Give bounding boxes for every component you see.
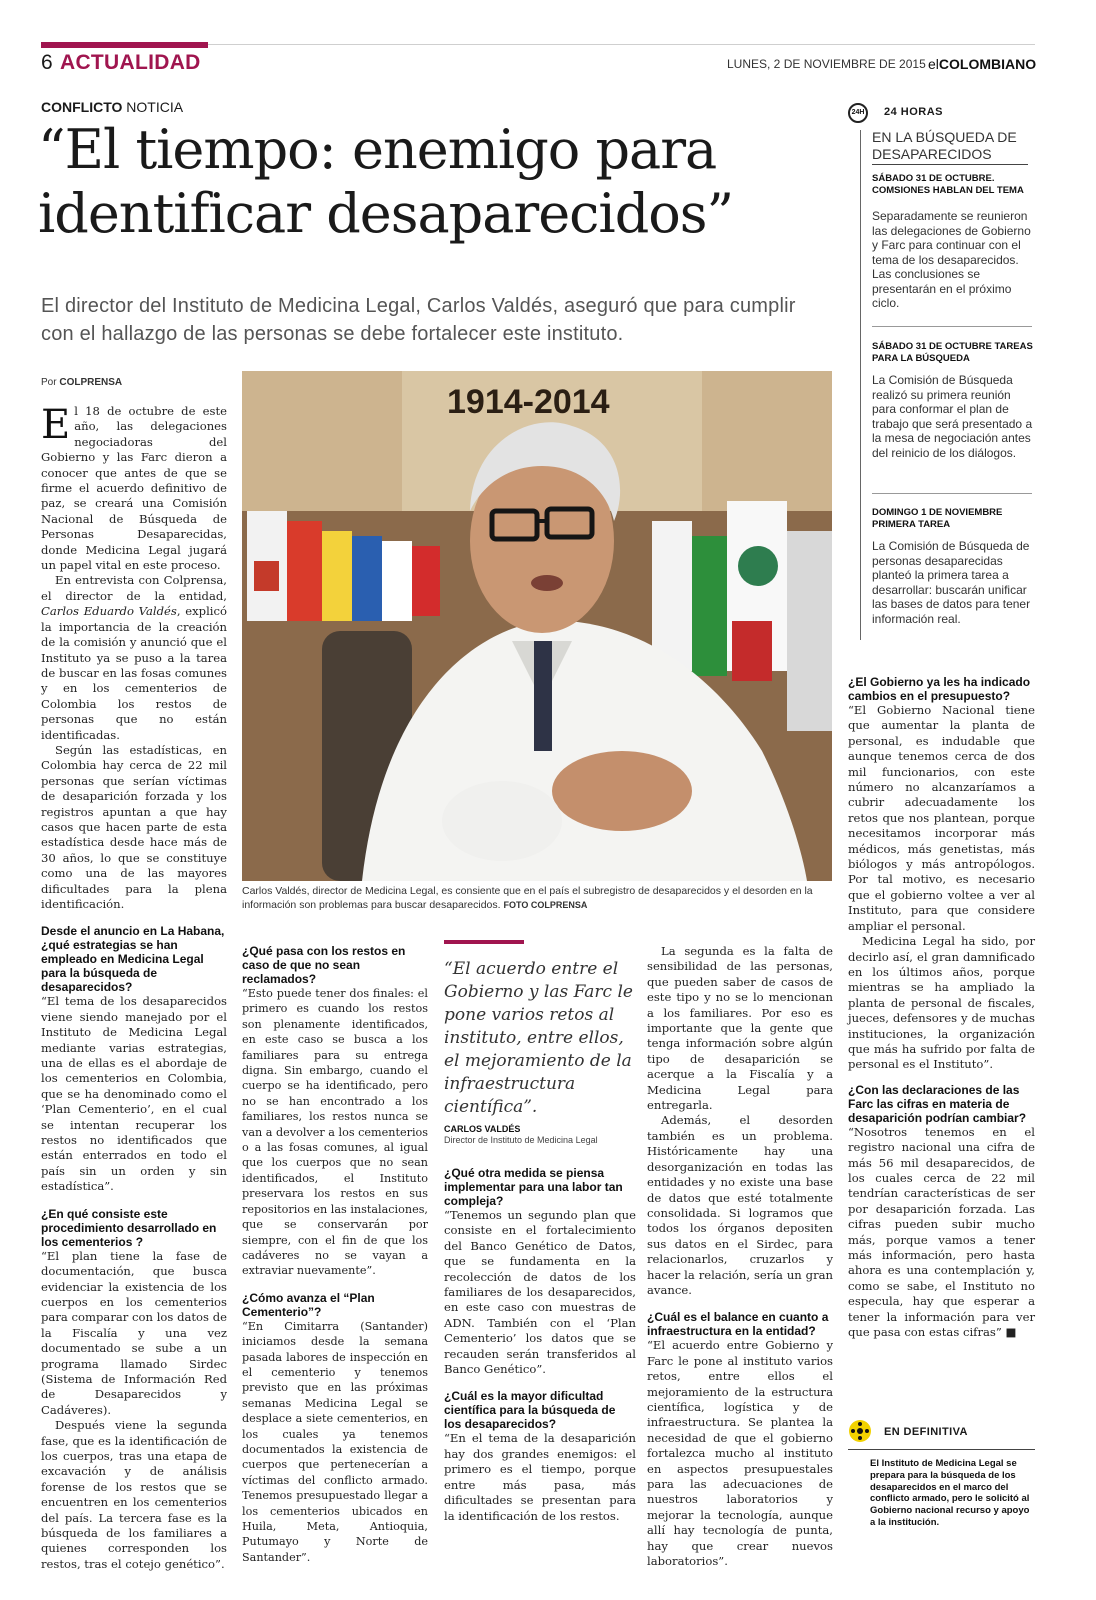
answer: “El Gobierno Nacional tiene que aumentar la planta de personal, es indudable que aunque tenemos cerca de dos mil funcionarios, con este número no alcanzaríamos a cubrir adecuadamente los retos que nos plantean, porque necesitamos incorporar más médicos, más genetistas, más biólogos y más antropólogos. Por tal motivo, es necesario que el gobierno voltee a ver al Instituto, para que considere ampliar el personal.: [848, 703, 1035, 933]
answer: “En Cimitarra (Santander) iniciamos desde la semana pasada labores de inspección en el cementerio y tenemos previsto que en las próximas semanas Medicina Legal se desplace a siete cementerios, en los cuales ya tenemos documentados la existencia de cuerpos que pertenecerían a víctimas del conflicto armado. Tenemos presupuestado llegar a los cementerios ubicados en Huila, Meta, Antioquia, Putumayo y Norte de Santander”.: [242, 1319, 428, 1564]
page-number: 6: [41, 51, 53, 74]
paragraph: Según las estadísticas, en Colombia hay cerca de 22 mil personas que serían víctimas de desaparición forzada y los registros apuntan a que hay casos que hacen parte de esta estadística desde hace más de 30 años, lo que se constituye como una de las mayores dificultades para la plena identificación.: [41, 742, 227, 911]
pullquote: “El acuerdo entre el Gobierno y las Farc le pone varios retos al instituto, entre ellos, el mejoramiento de la infraestructura científica”.: [444, 959, 633, 1117]
answer: Después viene la segunda fase, que es la identificación de los cuerpos, tras una etapa de excavación y de análisis forense de los restos que se encuentren en los cementerios del país. La tercera fase es la búsqueda de los familiares a quienes corresponden los restos, tras el cotejo genético”.: [41, 1418, 227, 1571]
timeline-event: [872, 173, 1034, 311]
answer: Medicina Legal ha sido, por decirlo así, el gran damnificado en los últimos años, porque mientras se ha ampliado la planta de personal de fiscales, jueces, defensores y de muchas instituciones, la organización que más ha sufrido por falta de personal es el Instituto”.: [848, 934, 1035, 1072]
column-3: [444, 1166, 636, 1524]
question: Desde el anuncio en La Habana, ¿qué estrategias se han empleado en Medicina Legal para la búsqueda de desaparecidos?: [41, 924, 225, 995]
answer: “El acuerdo entre Gobierno y Farc le pone al instituto varios retos, entre ellos el mejoramiento de la estructura científica, logística y de infraestructura. Se plantea la necesidad de que el gobierno fortalezca mucho al instituto en aspectos presupuestales para las adecuaciones de nuestros laboratorios y mejorar la tecnología, aunque allí hay tecnología de punta, hay que crear nuevos laboratorios”.: [647, 1338, 833, 1569]
question: ¿Cuál es la mayor dificultad científica para la búsqueda de los desaparecidos?: [444, 1389, 616, 1432]
masthead-name: COLOMBIANO: [938, 56, 1037, 72]
caption-text: Carlos Valdés, director de Medicina Legal, es consiente que en el país el subregistro de desaparecidos y el desorden en la información son problemas para buscar desaparecidos.: [242, 885, 813, 911]
definitiva-rule: [848, 1449, 1035, 1450]
byline: [41, 377, 122, 388]
answer: “Esto puede tener dos finales: el primero es cuando los restos son plenamente identificados, en este caso se busca a los familiares para su entrega digna. Sin embargo, cuando el cuerpo se ha identificado, pero no se han encontrado a los familiares, los restos nunca se van a devolver a los cementerios o a las fosas comunes, al igual que los cuerpos que no sean identificados, el Instituto preservara los restos en sus repositorios en las instalaciones, que se conservarán por siempre, con el fin de que los cadáveres no se vayan a extraviar nuevamente”.: [242, 987, 428, 1278]
pullquote-role: Director de Instituto de Medicina Legal: [444, 1135, 598, 1145]
question: ¿En qué consiste este procedimiento desarrollado en los cementerios ?: [41, 1206, 217, 1249]
column-4: [647, 944, 833, 1569]
end-mark: ■: [1005, 1325, 1017, 1340]
timeline-event: [872, 507, 1034, 626]
header-rule: [208, 44, 1035, 45]
paragraph-text: l 18 de octubre de este año, las delegaciones negociadoras del Gobierno y las Farc dieron a conocer que antes de que se firme el acuerdo definitivo de paz, se creará una Comisión Nacional de Búsqueda de Personas Desaparecidas, donde Medicina Legal jugará un papel vital en este proceso.: [41, 404, 227, 573]
wall-year-text: 1914-2014: [447, 383, 610, 421]
definitiva-icon: [848, 1419, 872, 1443]
question: ¿Cómo avanza el “Plan Cementerio”?: [242, 1290, 375, 1319]
event-text: La Comisión de Búsqueda realizó su primera reunión para conformar el plan de trabajo que será presentado a la mesa de negociación antes del reinicio de los diálogos.: [872, 373, 1033, 460]
event-heading: DOMINGO 1 DE NOVIEMBRE PRIMERA TAREA: [872, 507, 1003, 530]
answer: “El plan tiene la fase de documentación, que busca evidenciar la existencia de los cuerpos en los cementerios para comparar con los datos de la Fiscalía y una vez documentado se sube a un programa llamado Sirdec (Sistema de Información Red de Desaparecidos y Cadáveres).: [41, 1248, 227, 1417]
headline: “El tiempo: enemigo para identificar desaparecidos”: [38, 118, 734, 245]
section-name: ACTUALIDAD: [60, 51, 201, 74]
question: ¿Con las declaraciones de las Farc las cifras en materia de desaparición podrían cambiar?: [848, 1082, 1027, 1125]
answer-text: “Nosotros tenemos en el registro nacional una cifra de más 56 mil desaparecidos, de los cuales cerca de 22 mil tendrían características de ser por desaparición forzada. Las cifras pueden subir mucho más, porque vamos a tener más información, pero hasta ahora es una contemplación y, como se sabe, el Instituto no especula, hay que esperar a tener la información para ver que pasa con estas cifras”: [848, 1124, 1035, 1340]
paragraph-text: , explicó la importancia de la creación de la comisión y anunció que el Instituto ya se puso a la tarea de buscar en las fosas comunes y en los cementerios de Colombia los restos de personas que no están identificadas.: [41, 604, 227, 742]
event-text: Separadamente se reunieron las delegaciones de Gobierno y Farc para continuar con el tema de los desaparecidos. Las conclusiones se presentarán en el próximo ciclo.: [872, 209, 1031, 310]
subhead: El director del Instituto de Medicina Legal, Carlos Valdés, aseguró que para cumplir con el hallazgo de las personas se debe fortalecer este instituto.: [41, 295, 796, 345]
answer: “El tema de los desaparecidos viene siendo manejado por el Instituto de Medicina Legal mediante varias estrategias, una de ellas es el abordaje de los cementerios en Colombia, que se ha denominado como el ‘Plan Cementerio’, en el cual se intentan recuperar los restos no identificados que están enterrados en todo el país sin un orden y sin estadística”.: [41, 994, 227, 1194]
event-text: La Comisión de Búsqueda de personas desaparecidas planteó la primera tarea a desarrollar: buscarán unificar las bases de datos para tener información real.: [872, 539, 1031, 626]
paragraph-text: En entrevista con Colprensa, el director de la entidad,: [41, 573, 227, 603]
sidebar-tag: 24 HORAS: [884, 106, 944, 118]
clock-24h-icon: 24H: [848, 103, 868, 123]
masthead-prefix: el: [928, 56, 939, 72]
paragraph: [41, 573, 227, 742]
issue-date: LUNES, 2 DE NOVIEMBRE DE 2015: [727, 57, 926, 71]
question: ¿Cuál es el balance en cuanto a infraestructura en la entidad?: [647, 1310, 829, 1339]
masthead: [928, 56, 1036, 72]
pullquote-accent-bar: [444, 940, 524, 944]
question: ¿Qué pasa con los restos en caso de que no sean reclamados?: [242, 944, 406, 986]
byline-prefix: Por: [41, 377, 57, 388]
definitiva-text: El Instituto de Medicina Legal se prepara para la búsqueda de los desaparecidos en el marco del conflicto armado, pero le solicitó al Gobierno nacional recurso y apoyo a la institución.: [870, 1458, 1030, 1528]
photo-caption: [242, 884, 832, 912]
event-heading: SÁBADO 31 DE OCTUBRE TAREAS PARA LA BÚSQUEDA: [872, 341, 1033, 364]
event-divider: [872, 493, 1032, 494]
column-1: [41, 404, 227, 1572]
sidebar-title-rule: [872, 164, 1028, 165]
event-divider: [872, 326, 1032, 327]
question: ¿El Gobierno ya les ha indicado cambios en el presupuesto?: [848, 675, 1031, 703]
sidebar-title: EN LA BÚSQUEDA DE DESAPARECIDOS: [872, 129, 1017, 162]
timeline-event: [872, 341, 1034, 460]
pullquote-name: CARLOS VALDÉS: [444, 1124, 521, 1134]
answer: “En el tema de la desaparición hay dos grandes enemigos: el primero es el tiempo, porque entre más pasa, más dificultades se presentan para la identificación de los restos.: [444, 1431, 636, 1523]
photo-credit: FOTO COLPRENSA: [503, 900, 588, 910]
column-2: [242, 944, 428, 1565]
answer: “Tenemos un segundo plan que consiste en el fortalecimiento del Banco Genético de Datos, que se fundamenta en la recolección de datos de los familiares de los desaparecidos, en este caso con muestras de ADN. También con el ‘Plan Cementerio’ los datos que se recauden serán transferidos al Banco Genético”.: [444, 1208, 636, 1377]
kicker-topic: CONFLICTO: [41, 99, 123, 115]
question: ¿Qué otra medida se piensa implementar para una labor tan compleja?: [444, 1166, 623, 1208]
definitiva-tag: EN DEFINITIVA: [884, 1426, 968, 1438]
paragraph: [41, 404, 227, 573]
drop-cap: E: [41, 402, 71, 448]
byline-name: COLPRENSA: [59, 377, 123, 388]
section-accent-bar: [41, 42, 208, 48]
answer: [848, 1125, 1035, 1341]
photo-illustration: [242, 371, 832, 881]
interviewee-name: Carlos Eduardo Valdés: [41, 604, 177, 619]
article-photo: [242, 371, 832, 881]
kicker-type: NOTICIA: [126, 99, 184, 115]
paragraph: La segunda es la falta de sensibilidad de las personas, que pueden saber de casos de este tipo y no se lo mencionan a los familiares. Por eso es importante que la gente que tenga información sobre algún tipo de desaparición se acerque a la Fiscalía y a Medicina Legal para entregarla.: [647, 944, 833, 1113]
sidebar-vertical-rule: [860, 130, 861, 640]
column-5: [848, 675, 1035, 1340]
paragraph: Además, el desorden también es un problema. Históricamente hay una desorganización en todas las entidades y no existe una base de datos que esté totalmente consolidada. Si logramos que todos los órganos depositen sus datos en el Sirdec, para relacionarlos, cruzarlos y hacer la relación, sería un gran avance.: [647, 1113, 833, 1297]
event-heading: SÁBADO 31 DE OCTUBRE. COMSIONES HABLAN DEL TEMA: [872, 173, 1024, 196]
kicker: [41, 99, 183, 115]
